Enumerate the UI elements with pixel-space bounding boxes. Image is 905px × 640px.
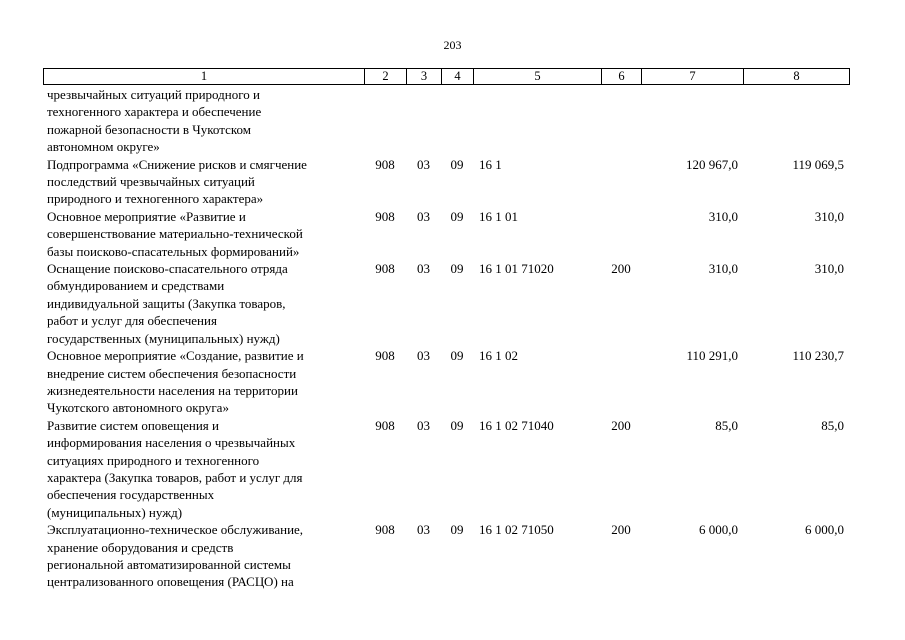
target-article-cell	[473, 86, 601, 156]
section-code-cell: 03	[417, 417, 430, 433]
target-article-cell: 16 1 02	[479, 348, 518, 364]
row-name-cell	[43, 86, 364, 156]
section-code-cell	[406, 86, 441, 156]
table-row	[43, 417, 849, 521]
row-name-line: внедрение систем обеспечения безопасности	[47, 365, 297, 381]
column-header: 8	[744, 69, 850, 85]
expense-type-cell: 200	[611, 417, 631, 433]
expense-type-cell: 200	[611, 261, 631, 277]
row-name-line: региональной автоматизированной системы	[47, 556, 291, 572]
table-row	[43, 86, 849, 156]
target-article-cell: 16 1 02 71050	[479, 522, 554, 538]
column-header: 5	[474, 69, 602, 85]
row-name-line: совершенствование материально-технической	[47, 226, 303, 242]
ministry-code-cell: 908	[375, 417, 395, 433]
table-row	[43, 260, 849, 347]
subsection-code-cell: 09	[450, 156, 464, 172]
row-name-line: чрезвычайных ситуаций природного и	[47, 87, 260, 102]
amount-cell: 120 967,0	[686, 156, 738, 172]
row-name-line: Основное мероприятие «Развитие и	[47, 208, 246, 224]
subsection-code-cell: 09	[450, 417, 464, 433]
section-code-cell: 03	[417, 156, 430, 172]
subsection-code-cell: 09	[450, 348, 464, 364]
table-row	[43, 156, 849, 208]
table-row	[43, 208, 849, 260]
subsection-code-cell: 09	[450, 261, 464, 277]
row-name-line: Основное мероприятие «Создание, развитие и	[47, 348, 304, 364]
amount-cell: 310,0	[814, 261, 844, 277]
row-name-line: информирования населения о чрезвычайных	[47, 435, 296, 451]
expense-type-cell: 200	[611, 522, 631, 538]
row-name-line: Подпрограмма «Снижение рисков и смягчение	[47, 156, 307, 172]
expense-type-cell	[601, 156, 641, 208]
row-name-line: природного и техногенного характера»	[47, 191, 264, 207]
row-name-line: Эксплуатационно-техническое обслуживание,	[47, 522, 304, 538]
subsection-code-cell: 09	[450, 208, 464, 224]
row-name-line: работ и услуг для обеспечения	[47, 313, 217, 329]
row-name-cell	[43, 156, 364, 208]
column-header: 4	[442, 69, 474, 85]
ministry-code-cell: 908	[375, 522, 395, 538]
row-name-line: индивидуальной защиты (Закупка товаров,	[47, 295, 286, 311]
amount-cell: 85,0	[821, 417, 844, 433]
row-name-line: жизнедеятельности населения на территории	[47, 382, 298, 398]
amount-cell	[641, 86, 743, 156]
amount-cell: 119 069,5	[792, 156, 844, 172]
column-header: 7	[642, 69, 744, 85]
ministry-code-cell: 908	[375, 156, 395, 172]
subsection-code-cell	[441, 86, 473, 156]
amount-cell: 310,0	[708, 208, 738, 224]
section-code-cell: 03	[417, 261, 430, 277]
row-name-line: характера (Закупка товаров, работ и услуг для	[47, 469, 303, 485]
row-name-cell	[43, 347, 364, 417]
row-name-line: ситуациях природного и техногенного	[47, 452, 260, 468]
table-row	[43, 521, 849, 591]
expense-type-cell	[601, 86, 641, 156]
row-name-line: автономном округе»	[47, 139, 160, 155]
expense-type-cell	[601, 347, 641, 417]
section-code-cell: 03	[417, 522, 430, 538]
row-name-line: техногенного характера и обеспечение	[47, 104, 262, 120]
row-name-line: централизованного оповещения (РАСЦО) на	[47, 574, 294, 590]
column-header: 2	[365, 69, 407, 85]
row-name-line: обеспечения государственных	[47, 487, 215, 503]
ministry-code-cell: 908	[375, 208, 395, 224]
column-header: 6	[602, 69, 642, 85]
row-name-line: (муниципальных) нужд)	[47, 504, 183, 520]
amount-cell: 85,0	[715, 417, 738, 433]
section-code-cell: 03	[417, 348, 430, 364]
target-article-cell: 16 1 01 71020	[479, 261, 554, 277]
table-body	[43, 86, 849, 591]
budget-table	[43, 86, 849, 591]
expense-type-cell	[601, 208, 641, 260]
column-header-table	[43, 68, 850, 85]
row-name-line: Развитие систем оповещения и	[47, 417, 219, 433]
row-name-line: обмундированием и средствами	[47, 278, 225, 294]
row-name-line: государственных (муниципальных) нужд)	[47, 330, 280, 346]
ministry-code-cell: 908	[375, 348, 395, 364]
amount-cell: 310,0	[814, 208, 844, 224]
column-header: 1	[44, 69, 365, 85]
amount-cell: 110 291,0	[686, 348, 738, 364]
column-header: 3	[407, 69, 442, 85]
row-name-cell	[43, 260, 364, 347]
row-name-cell	[43, 417, 364, 521]
row-name-line: базы поисково-спасательных формирований»	[47, 243, 300, 259]
row-name-line: Чукотского автономного округа»	[47, 400, 229, 416]
ministry-code-cell: 908	[375, 261, 395, 277]
table-row	[43, 347, 849, 417]
target-article-cell: 16 1 01	[479, 208, 518, 224]
amount-cell: 110 230,7	[792, 348, 844, 364]
amount-cell	[743, 86, 849, 156]
target-article-cell: 16 1 02 71040	[479, 417, 554, 433]
row-name-line: хранение оборудования и средств	[47, 539, 234, 555]
row-name-line: пожарной безопасности в Чукотском	[47, 121, 251, 137]
target-article-cell: 16 1	[479, 156, 502, 172]
row-name-line: Оснащение поисково-спасательного отряда	[47, 261, 288, 277]
amount-cell: 6 000,0	[805, 522, 844, 538]
section-code-cell: 03	[417, 208, 430, 224]
subsection-code-cell: 09	[450, 522, 464, 538]
row-name-cell	[43, 521, 364, 591]
page-number: 203	[443, 38, 462, 52]
row-name-cell	[43, 208, 364, 260]
column-header-row	[44, 69, 850, 85]
ministry-code-cell	[364, 86, 406, 156]
row-name-line: последствий чрезвычайных ситуаций	[47, 174, 255, 190]
amount-cell: 6 000,0	[699, 522, 738, 538]
amount-cell: 310,0	[708, 261, 738, 277]
